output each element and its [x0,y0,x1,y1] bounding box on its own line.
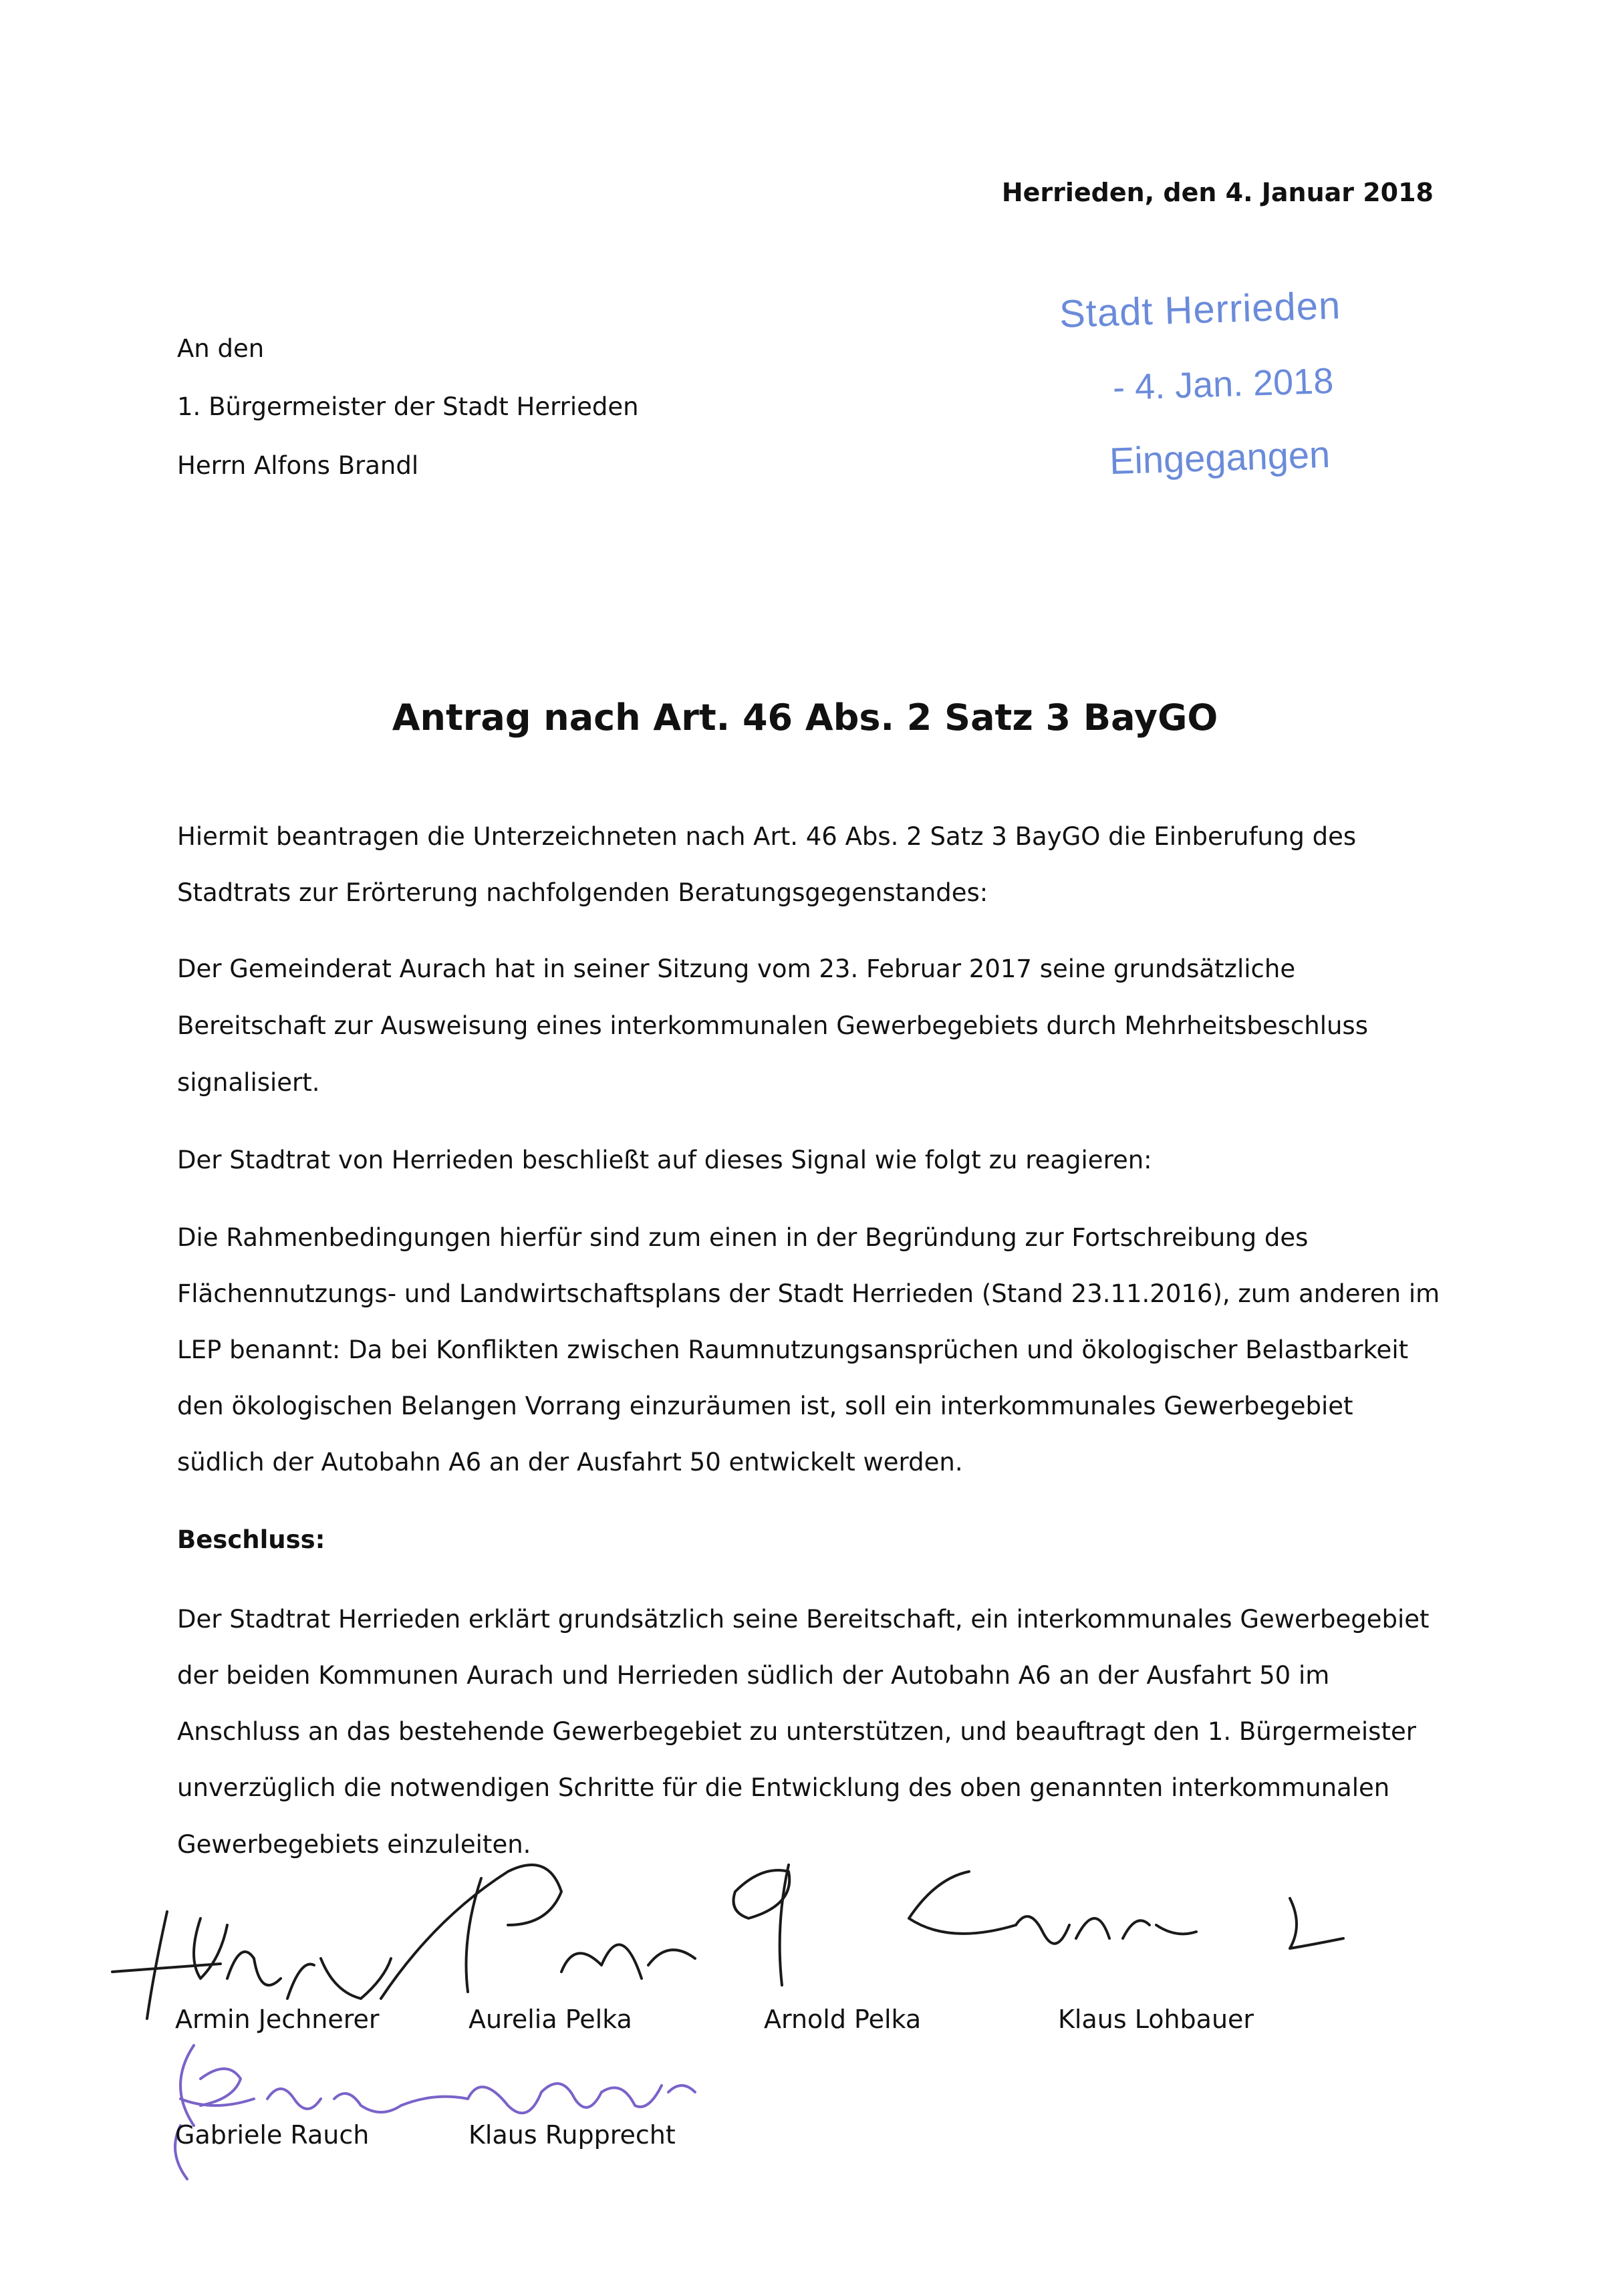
signature-jechnerer [112,1912,391,2019]
recipient-line-3: Herrn Alfons Brandl [177,451,419,480]
paragraph-4-line-4: den ökologischen Belangen Vorrang einzuräumen ist, soll ein interkommunales Gewerbegebiet [177,1392,1353,1420]
paragraph-4-line-3: LEP benannt: Da bei Konflikten zwischen Raumnutzungsansprüchen und ökologischer Belastbarkeit [177,1335,1409,1364]
recipient-line-1: An den [177,334,265,363]
paragraph-2-line-3: signalisiert. [177,1068,320,1097]
paragraph-2-line-1: Der Gemeinderat Aurach hat in seiner Sitzung vom 23. Februar 2017 seine grundsätzliche [177,954,1296,983]
paragraph-4-line-5: südlich der Autobahn A6 an der Ausfahrt 50 entwickelt werden. [177,1448,963,1477]
signatory-name: Armin Jechnerer [175,2005,380,2034]
recipient-line-2: 1. Bürgermeister der Stadt Herrieden [177,392,639,421]
paragraph-1-line-2: Stadtrats zur Erörterung nachfolgenden Beratungsgegenstandes: [177,878,988,907]
signature-arnold-pelka [734,1865,790,1985]
document-title: Antrag nach Art. 46 Abs. 2 Satz 3 BayGO [392,696,1218,739]
signatory-name: Arnold Pelka [764,2005,922,2034]
signature-klaus-lohbauer [909,1872,1343,1948]
signatory-name: Klaus Lohbauer [1058,2005,1254,2034]
signature-gabriele-rauch [175,2045,468,2179]
paragraph-4-line-1: Die Rahmenbedingungen hierfür sind zum einen in der Begründung zur Fortschreibung des [177,1223,1309,1252]
signature-klaus-rupprecht [468,2083,695,2113]
place-date: Herrieden, den 4. Januar 2018 [1001,178,1434,207]
resolution-line-4: unverzüglich die notwendigen Schritte für die Entwicklung des oben genannten interkommunalen [177,1773,1390,1802]
paragraph-1-line-1: Hiermit beantragen die Unterzeichneten nach Art. 46 Abs. 2 Satz 3 BayGO die Einberufung des [177,822,1357,851]
received-stamp-date: - 4. Jan. 2018 [1112,360,1335,408]
resolution-line-2: der beiden Kommunen Aurach und Herrieden südlich der Autobahn A6 an der Ausfahrt 50 im [177,1661,1330,1690]
signatory-name: Gabriele Rauch [175,2120,370,2150]
paragraph-3-line-1: Der Stadtrat von Herrieden beschließt auf dieses Signal wie folgt zu reagieren: [177,1146,1152,1174]
received-stamp-city: Stadt Herrieden [1059,283,1342,336]
resolution-line-5: Gewerbegebiets einzuleiten. [177,1830,531,1859]
paragraph-2-line-2: Bereitschaft zur Ausweisung eines interkommunalen Gewerbegebiets durch Mehrheitsbeschluss [177,1011,1368,1040]
resolution-line-3: Anschluss an das bestehende Gewerbegebiet zu unterstützen, und beauftragt den 1. Bürgermeister [177,1717,1416,1746]
signatory-name: Klaus Rupprecht [468,2120,676,2150]
signatory-name: Aurelia Pelka [468,2005,632,2034]
resolution-heading: Beschluss: [177,1525,325,1554]
received-stamp-status: Eingegangen [1109,432,1331,483]
paragraph-4-line-2: Flächennutzungs- und Landwirtschaftsplans der Stadt Herrieden (Stand 23.11.2016), zum anderen im [177,1279,1440,1308]
resolution-line-1: Der Stadtrat Herrieden erklärt grundsätzlich seine Bereitschaft, ein interkommunales Gewerbegebiet [177,1605,1430,1634]
signature-aurelia-pelka [381,1865,695,1999]
